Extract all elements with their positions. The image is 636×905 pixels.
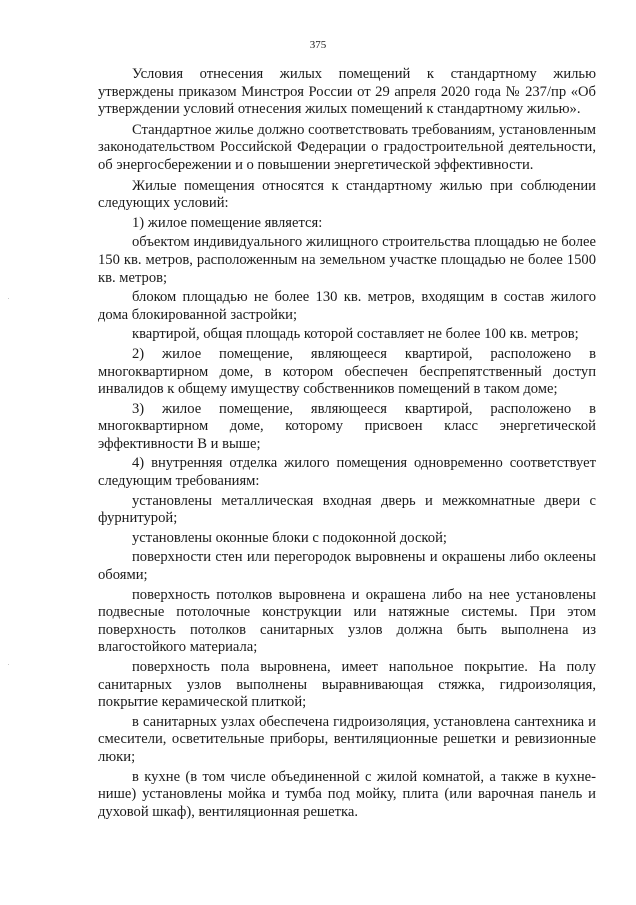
list-item-floors: поверхность пола выровнена, имеет напольное покрытие. На полу санитарных узлов выполнены выравнивающая стяжка, гидроизоляция, покрытие керамической плиткой; xyxy=(98,659,596,711)
list-item-block-house: блоком площадью не более 130 кв. метров, входящим в состав жилого дома блокированной застройки; xyxy=(98,289,596,323)
scan-artifact xyxy=(8,664,9,665)
list-item-condition-3: 3) жилое помещение, являющееся квартирой, расположено в многоквартирном доме, которому присвоен класс энергетической эффективности В и выше; xyxy=(98,400,596,452)
paragraph-conditions-intro: Жилые помещения относятся к стандартному жилью при соблюдении следующих условий: xyxy=(98,177,596,212)
paragraph-standard-housing-requirements: Стандартное жилье должно соответствовать требованиям, установленным законодательством Российской Федерации о градостроительной деятельности, об энергосбережении и о повышении энергетической эффективности. xyxy=(98,121,596,173)
paragraph-standard-housing-order: Условия отнесения жилых помещений к стандартному жилью утверждены приказом Минстроя России от 29 апреля 2020 года № 237/пр «Об утверждении условий отнесения жилых помещений к стандартному жилью». xyxy=(98,66,596,118)
list-item-condition-4: 4) внутренняя отделка жилого помещения одновременно соответствует следующим требованиям: xyxy=(98,455,596,490)
list-item-bathrooms: в санитарных узлах обеспечена гидроизоляция, установлена сантехника и смесители, осветительные приборы, вентиляционные решетки и ревизионные люки; xyxy=(98,713,596,765)
page-number: 375 xyxy=(309,39,327,51)
document-body xyxy=(98,66,596,823)
list-item-kitchen: в кухне (в том числе объединенной с жилой комнатой, а также в кухне-нише) установлены мойка и тумба под мойку, плита (или варочная панель и духовой шкаф), вентиляционная решетка. xyxy=(98,768,596,820)
list-item-ceilings: поверхность потолков выровнена и окрашена либо на нее установлены подвесные потолочные конструкции или натяжные системы. При этом поверхность потолков санитарных узлов должна быть выполнена из влагостойкого материала; xyxy=(98,586,596,656)
list-item-walls: поверхности стен или перегородок выровнены и окрашены либо оклеены обоями; xyxy=(98,549,596,584)
list-item-apartment: квартирой, общая площадь которой составляет не более 100 кв. метров; xyxy=(132,326,579,343)
list-item-condition-2: 2) жилое помещение, являющееся квартирой, расположено в многоквартирном доме, в котором обеспечен беспрепятственный доступ инвалидов к общему имуществу собственников помещений в таком доме; xyxy=(98,345,596,398)
list-item-doors: установлены металлическая входная дверь и межкомнатные двери с фурнитурой; xyxy=(98,492,596,527)
list-item-condition-1: 1) жилое помещение является: xyxy=(132,214,323,231)
scan-artifact xyxy=(8,298,9,299)
list-item-individual-house: объектом индивидуального жилищного строительства площадью не более 150 кв. метров, расположенным на земельном участке площадью не более 1500 кв. метров; xyxy=(98,234,596,286)
list-item-windows: установлены оконные блоки с подоконной доской; xyxy=(132,529,447,546)
